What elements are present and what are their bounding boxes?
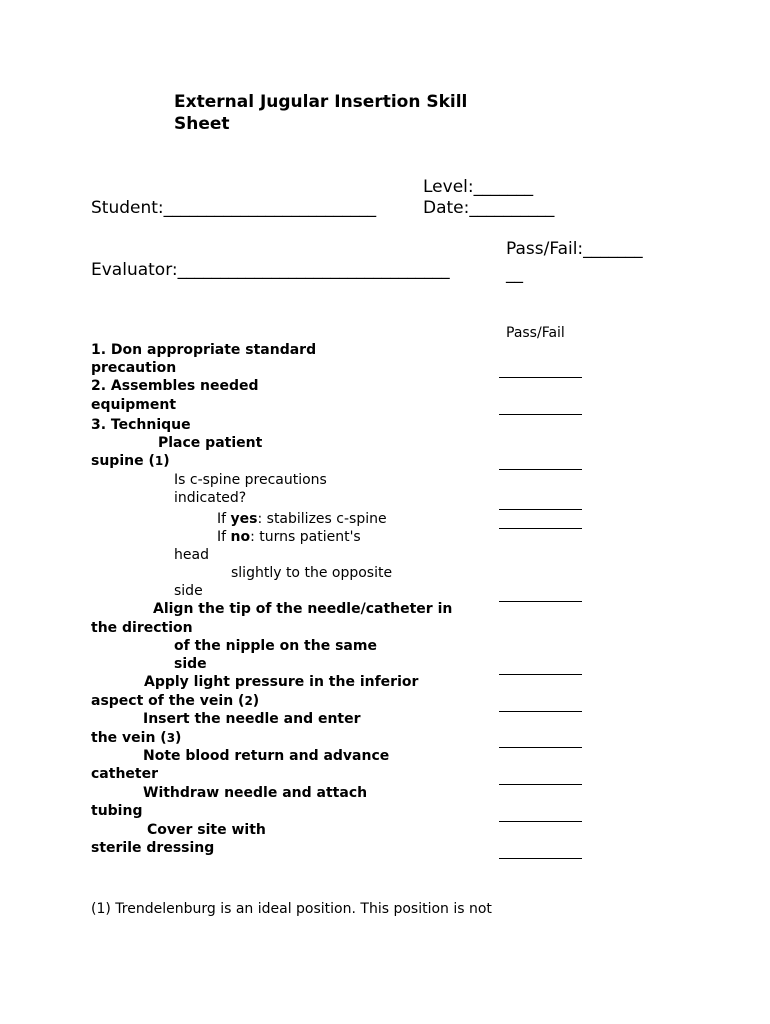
step-cspine-no: If no: turns patient's bbox=[217, 529, 361, 545]
pass-fail-line[interactable] bbox=[499, 858, 582, 859]
pass-fail-line[interactable] bbox=[499, 509, 582, 510]
step-3-heading: 3. Technique bbox=[91, 417, 191, 433]
pass-fail-line[interactable] bbox=[499, 601, 582, 602]
step-cspine-line-2: indicated? bbox=[174, 490, 247, 506]
step-place-patient-line-1: Place patient bbox=[158, 435, 263, 451]
step-align-line-2: the direction bbox=[91, 620, 193, 636]
pass-fail-column-header: Pass/Fail bbox=[506, 325, 565, 341]
step-insert-line-1: Insert the needle and enter bbox=[143, 711, 361, 727]
student-field[interactable]: Student:_________________________ bbox=[91, 198, 377, 218]
step-insert-line-2: the vein (3) bbox=[91, 730, 182, 746]
step-cspine-no-line-4: side bbox=[174, 583, 203, 599]
footnote: (1) Trendelenburg is an ideal position. This position is not bbox=[91, 901, 492, 917]
step-cspine-no-line-2: head bbox=[174, 547, 209, 563]
page-title bbox=[174, 92, 467, 135]
step-withdraw-line-1: Withdraw needle and attach bbox=[143, 785, 368, 801]
step-pressure-line-1: Apply light pressure in the inferior bbox=[144, 674, 419, 690]
evaluator-field[interactable]: Evaluator:________________________________ bbox=[91, 260, 450, 280]
step-cspine-no-line-3: slightly to the opposite bbox=[231, 565, 393, 581]
step-2-line-2: equipment bbox=[91, 397, 177, 413]
footnote-ref-2: 2 bbox=[244, 694, 253, 708]
pass-fail-line[interactable] bbox=[499, 469, 582, 470]
step-1-line-2: precaution bbox=[91, 360, 177, 376]
step-align-line-4: side bbox=[174, 656, 207, 672]
step-align-line-3: of the nipple on the same bbox=[174, 638, 377, 654]
overall-pass-fail-field-wrap: __ bbox=[506, 264, 523, 284]
date-field[interactable]: Date:__________ bbox=[423, 198, 555, 218]
step-place-patient-line-2: supine (1) bbox=[91, 453, 170, 469]
pass-fail-line[interactable] bbox=[499, 747, 582, 748]
overall-pass-fail-field[interactable]: Pass/Fail:_______ bbox=[506, 239, 643, 259]
step-pressure-line-2: aspect of the vein (2) bbox=[91, 693, 260, 709]
pass-fail-line[interactable] bbox=[499, 528, 582, 529]
title-line-1: External Jugular Insertion Skill bbox=[174, 92, 468, 112]
step-cover-line-1: Cover site with bbox=[147, 822, 266, 838]
step-cspine-line-1: Is c-spine precautions bbox=[174, 472, 327, 488]
step-2-line-1: 2. Assembles needed bbox=[91, 378, 259, 394]
title-line-2: Sheet bbox=[174, 113, 230, 134]
pass-fail-line[interactable] bbox=[499, 414, 582, 415]
pass-fail-line[interactable] bbox=[499, 377, 582, 378]
pass-fail-line[interactable] bbox=[499, 711, 582, 712]
pass-fail-line[interactable] bbox=[499, 674, 582, 675]
step-align-line-1: Align the tip of the needle/catheter in bbox=[153, 601, 453, 617]
pass-fail-line[interactable] bbox=[499, 821, 582, 822]
footnote-ref-1: 1 bbox=[154, 454, 164, 468]
step-cspine-yes: If yes: stabilizes c-spine bbox=[217, 511, 387, 527]
footnote-ref-3: 3 bbox=[166, 731, 176, 745]
level-field[interactable]: Level:_______ bbox=[423, 177, 534, 197]
pass-fail-line[interactable] bbox=[499, 784, 582, 785]
step-blood-return-line-2: catheter bbox=[91, 766, 158, 782]
step-blood-return-line-1: Note blood return and advance bbox=[143, 748, 390, 764]
step-withdraw-line-2: tubing bbox=[91, 803, 143, 819]
step-1-line-1: 1. Don appropriate standard bbox=[91, 342, 317, 358]
step-cover-line-2: sterile dressing bbox=[91, 840, 215, 856]
